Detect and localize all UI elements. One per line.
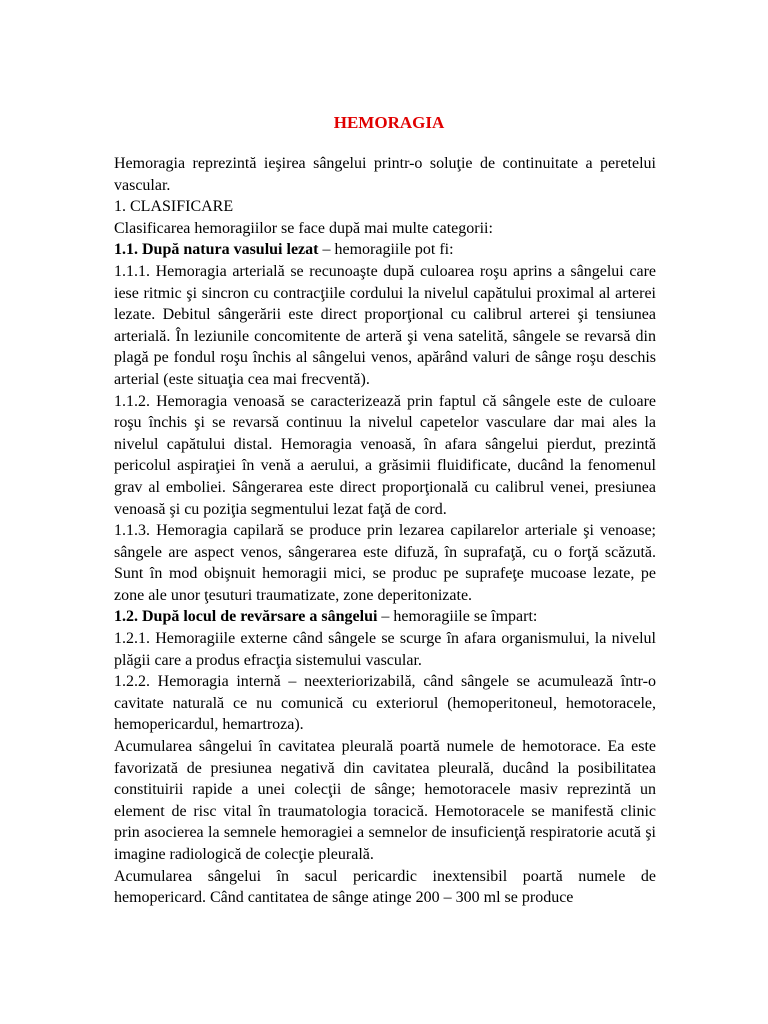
paragraph-text: 1.1.3. Hemoragia capilară se produce prin lezarea capilarelor arteriale şi venoase; sângele are aspect venos, sângerarea este difuză, în suprafaţă, cu o forţă scăzută. Sunt în mod obişnuit hemoragii mici, se produc pe suprafeţe mucoase lezate, pe zone ale unor ţesuturi traumatizate, zone deperitonizate. [114,522,656,604]
section-heading [114,196,656,218]
paragraph [114,866,656,909]
paragraph-text: Acumularea sângelui în cavitatea pleurală poartă numele de hemotorace. Ea este favorizată de presiunea negativă din cavitatea pleurală, ducând la posibilitatea constituirii rapide a unei colecţii de sânge; hemotoracele masiv reprezintă un element de risc vital în traumatologia toracică. Hemotoracele se manifestă clinic prin asocierea la semnele hemoragiei a semnelor de insuficienţă respiratorie acută şi imagine radiologică de colecţie pleurală. [114,738,656,863]
subsection-heading-bold: 1.2. După locul de revărsare a sângelui [114,608,378,626]
paragraph [114,520,656,606]
paragraph [114,391,656,521]
document-title: HEMORAGIA [333,113,445,132]
subsection-heading-bold: 1.1. După natura vasului lezat [114,241,319,259]
paragraph-text: – hemoragiile se împart: [377,608,538,626]
paragraph-text: 1. CLASIFICARE [114,198,234,216]
paragraph-text: 1.2.2. Hemoragia internă – neexteriorizabilă, când sângele se acumulează într-o cavitate naturală ce nu comunică cu exteriorul (hemoperitoneul, hemotoracele, hemopericardul, hemartroza). [114,673,656,734]
paragraph [114,736,656,866]
paragraph [114,153,656,196]
paragraph [114,671,656,736]
paragraph-text: – hemoragiile pot fi: [318,241,454,259]
paragraph-text: Acumularea sângelui în sacul pericardic inextensibil poartă numele de hemopericard. Când cantitatea de sânge atinge 200 – 300 ml se produce [114,867,656,907]
paragraph-text: 1.1.1. Hemoragia arterială se recunoaşte după culoarea roşu aprins a sângelui care iese ritmic şi sincron cu contracţiile cordului la nivelul capătului proximal al arterei lezate. Debitul sângerării este direct proporţional cu calibrul arterei şi tensiunea arterială. În leziunile concomitente de arteră şi vena satelită, sângele se revarsă din plagă pe fondul roşu închis al sângelui venos, apărând valuri de sânge roşu deschis arterial (este situaţia cea mai frecventă). [114,262,656,388]
paragraph [114,628,656,671]
document-body [114,153,656,909]
paragraph [114,218,656,240]
paragraph-text: 1.1.2. Hemoragia venoasă se caracterizează prin faptul că sângele este de culoare roşu închis şi se revarsă continuu la nivelul capetelor vasculare dar mai ales la nivelul capătului distal. Hemoragia venoasă, în afara sângelui pierdut, prezintă pericolul aspiraţiei în venă a aerului, a grăsimii fluidificate, ducând la fenomenul grav al emboliei. Sângerarea este direct proporţională cu calibrul venei, presiunea venoasă şi cu poziţia segmentului lezat faţă de cord. [114,392,656,518]
subsection-heading [114,606,656,628]
subsection-heading [114,239,656,261]
paragraph-text: 1.2.1. Hemoragiile externe când sângele se scurge în afara organismului, la nivelul plăgii care a produs efracţia sistemului vascular. [114,630,656,669]
paragraph-text: Clasificarea hemoragiilor se face după mai multe categorii: [114,219,493,237]
paragraph [114,261,656,391]
paragraph-text: Hemoragia reprezintă ieşirea sângelui printr-o soluţie de continuitate a peretelui vascular. [114,155,656,194]
